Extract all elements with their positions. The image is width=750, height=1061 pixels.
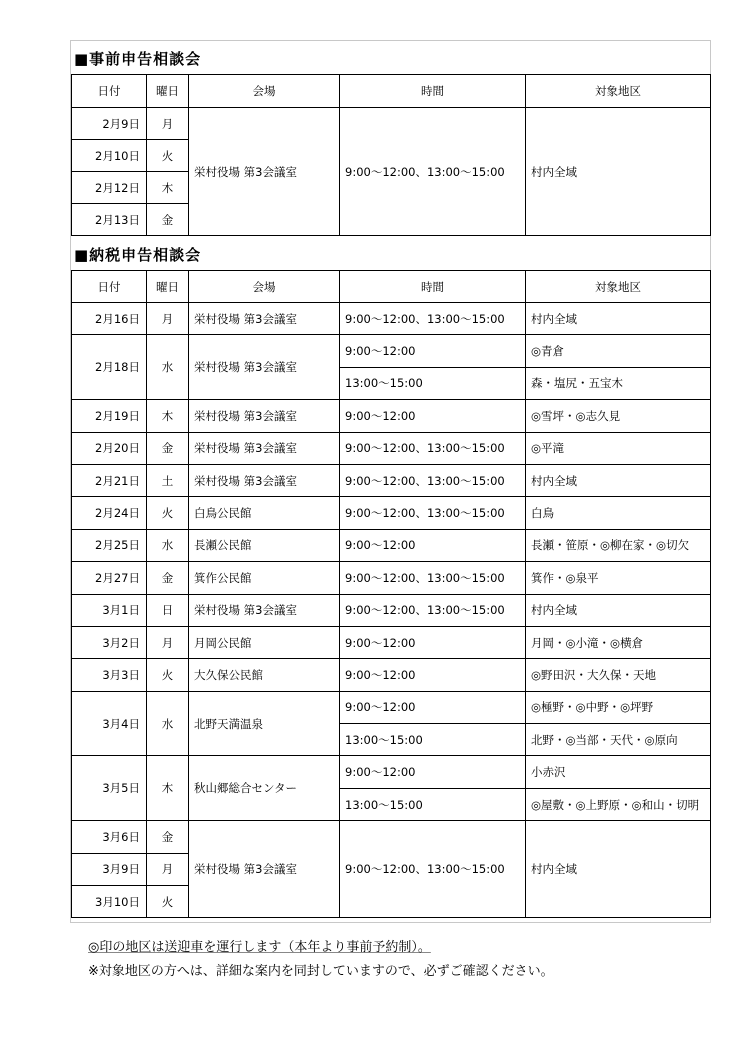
day-cell: 日 (147, 594, 189, 626)
time-cell: 9:00～12:00 (340, 626, 526, 658)
table-row (72, 497, 711, 529)
area-cell: ◎野田沢・大久保・天地 (526, 659, 711, 691)
time-cell: 9:00～12:00、13:00～15:00 (340, 497, 526, 529)
date-cell: 2月19日 (72, 400, 147, 432)
day-cell: 火 (147, 659, 189, 691)
header-time: 時間 (340, 271, 526, 303)
venue-cell: 栄村役場 第3会議室 (189, 594, 340, 626)
tax-consultation-table (71, 270, 711, 918)
date-cell: 2月18日 (72, 335, 147, 400)
area-cell: ◎平滝 (526, 432, 711, 464)
date-cell: 2月12日 (72, 172, 147, 204)
day-cell: 木 (147, 172, 189, 204)
area-cell: 森・塩尻・五宝木 (526, 367, 711, 399)
area-cell: 小赤沢 (526, 756, 711, 788)
date-cell: 2月13日 (72, 204, 147, 236)
venue-cell: 栄村役場 第3会議室 (189, 464, 340, 496)
date-cell: 3月9日 (72, 853, 147, 885)
header-time: 時間 (340, 75, 526, 108)
table-row (72, 464, 711, 496)
day-cell: 金 (147, 821, 189, 853)
time-cell: 9:00～12:00 (340, 335, 526, 367)
table-row (72, 821, 711, 853)
venue-cell: 箕作公民館 (189, 562, 340, 594)
header-day: 曜日 (147, 271, 189, 303)
table-row (72, 400, 711, 432)
time-cell: 9:00～12:00 (340, 659, 526, 691)
date-cell: 3月4日 (72, 691, 147, 756)
table-row (72, 562, 711, 594)
header-day: 曜日 (147, 75, 189, 108)
pre-consultation-table (71, 74, 711, 236)
day-cell: 金 (147, 204, 189, 236)
date-cell: 2月27日 (72, 562, 147, 594)
date-cell: 2月24日 (72, 497, 147, 529)
area-cell: 長瀬・笹原・◎柳在家・◎切欠 (526, 529, 711, 561)
header-area: 対象地区 (526, 271, 711, 303)
table-row (72, 335, 711, 367)
time-cell: 9:00～12:00、13:00～15:00 (340, 464, 526, 496)
time-cell: 9:00～12:00、13:00～15:00 (340, 594, 526, 626)
day-cell: 火 (147, 497, 189, 529)
date-cell: 3月10日 (72, 886, 147, 918)
table-row (72, 303, 711, 335)
day-cell: 火 (147, 140, 189, 172)
table-row (72, 691, 711, 723)
venue-cell: 栄村役場 第3会議室 (189, 400, 340, 432)
time-cell: 9:00～12:00 (340, 529, 526, 561)
day-cell: 金 (147, 432, 189, 464)
date-cell: 3月5日 (72, 756, 147, 821)
venue-cell: 大久保公民館 (189, 659, 340, 691)
area-cell: 箕作・◎泉平 (526, 562, 711, 594)
table-row (72, 108, 711, 140)
section-title-tax-consultation: ■納税申告相談会 (74, 246, 202, 264)
area-cell: 村内全域 (526, 108, 711, 236)
venue-cell: 白鳥公民館 (189, 497, 340, 529)
day-cell: 木 (147, 400, 189, 432)
date-cell: 3月6日 (72, 821, 147, 853)
day-cell: 水 (147, 691, 189, 756)
time-cell: 9:00～12:00、13:00～15:00 (340, 108, 526, 236)
venue-cell: 栄村役場 第3会議室 (189, 303, 340, 335)
time-cell: 13:00～15:00 (340, 724, 526, 756)
guide-note: ※対象地区の方へは、詳細な案内を同封していますので、必ずご確認ください。 (88, 964, 554, 979)
venue-cell: 栄村役場 第3会議室 (189, 108, 340, 236)
table-header-row (72, 75, 711, 108)
header-venue: 会場 (189, 75, 340, 108)
area-cell: 月岡・◎小滝・◎横倉 (526, 626, 711, 658)
table-row (72, 756, 711, 788)
venue-cell: 栄村役場 第3会議室 (189, 335, 340, 400)
header-area: 対象地区 (526, 75, 711, 108)
venue-cell: 栄村役場 第3会議室 (189, 821, 340, 918)
time-cell: 9:00～12:00 (340, 400, 526, 432)
header-venue: 会場 (189, 271, 340, 303)
date-cell: 3月1日 (72, 594, 147, 626)
date-cell: 3月3日 (72, 659, 147, 691)
area-cell: ◎屋敷・◎上野原・◎和山・切明 (526, 788, 711, 820)
section-title-pre-consultation: ■事前申告相談会 (74, 50, 202, 68)
day-cell: 水 (147, 529, 189, 561)
date-cell: 2月10日 (72, 140, 147, 172)
table-row (72, 626, 711, 658)
date-cell: 2月9日 (72, 108, 147, 140)
area-cell: 村内全域 (526, 594, 711, 626)
header-date: 日付 (72, 271, 147, 303)
day-cell: 水 (147, 335, 189, 400)
table-header-row (72, 271, 711, 303)
venue-cell: 栄村役場 第3会議室 (189, 432, 340, 464)
venue-cell: 北野天満温泉 (189, 691, 340, 756)
day-cell: 月 (147, 108, 189, 140)
day-cell: 金 (147, 562, 189, 594)
day-cell: 火 (147, 886, 189, 918)
table-row (72, 529, 711, 561)
area-cell: 白鳥 (526, 497, 711, 529)
time-cell: 9:00～12:00 (340, 691, 526, 723)
date-cell: 2月20日 (72, 432, 147, 464)
venue-cell: 秋山郷総合センター (189, 756, 340, 821)
time-cell: 9:00～12:00、13:00～15:00 (340, 821, 526, 918)
time-cell: 13:00～15:00 (340, 788, 526, 820)
area-cell: 北野・◎当部・天代・◎原向 (526, 724, 711, 756)
area-cell: ◎青倉 (526, 335, 711, 367)
header-date: 日付 (72, 75, 147, 108)
table-row (72, 432, 711, 464)
time-cell: 13:00～15:00 (340, 367, 526, 399)
day-cell: 月 (147, 853, 189, 885)
time-cell: 9:00～12:00 (340, 756, 526, 788)
time-cell: 9:00～12:00、13:00～15:00 (340, 303, 526, 335)
date-cell: 2月21日 (72, 464, 147, 496)
date-cell: 3月2日 (72, 626, 147, 658)
day-cell: 月 (147, 303, 189, 335)
date-cell: 2月16日 (72, 303, 147, 335)
table-row (72, 659, 711, 691)
area-cell: ◎雪坪・◎志久見 (526, 400, 711, 432)
venue-cell: 長瀬公民館 (189, 529, 340, 561)
area-cell: 村内全域 (526, 303, 711, 335)
area-cell: 村内全域 (526, 464, 711, 496)
area-cell: ◎極野・◎中野・◎坪野 (526, 691, 711, 723)
time-cell: 9:00～12:00、13:00～15:00 (340, 562, 526, 594)
day-cell: 月 (147, 626, 189, 658)
area-cell: 村内全域 (526, 821, 711, 918)
shuttle-note: ◎印の地区は送迎車を運行します（本年より事前予約制）。 (88, 940, 431, 955)
venue-cell: 月岡公民館 (189, 626, 340, 658)
day-cell: 木 (147, 756, 189, 821)
date-cell: 2月25日 (72, 529, 147, 561)
time-cell: 9:00～12:00、13:00～15:00 (340, 432, 526, 464)
table-row (72, 594, 711, 626)
day-cell: 土 (147, 464, 189, 496)
